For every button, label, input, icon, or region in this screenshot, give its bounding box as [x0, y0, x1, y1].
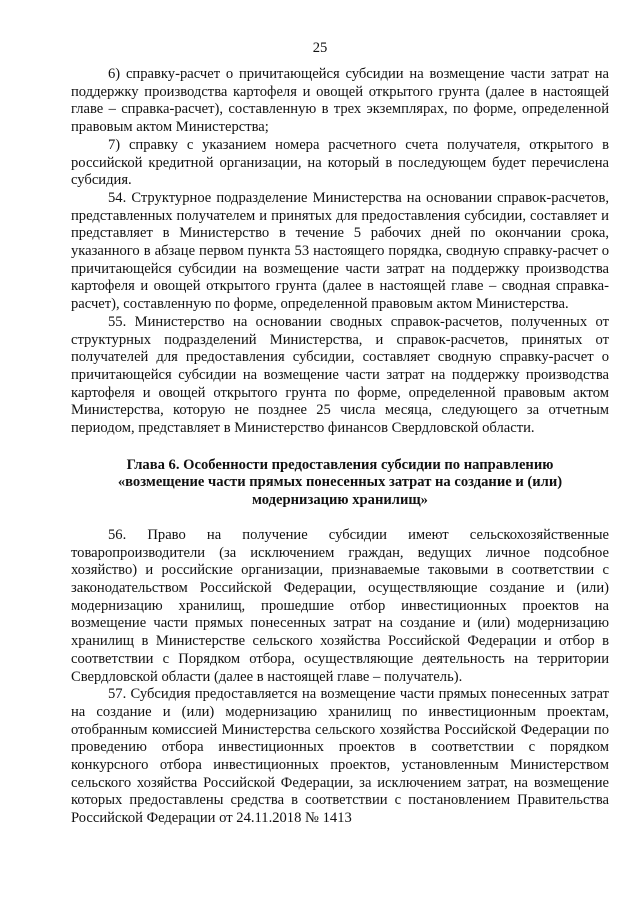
chapter-heading [71, 457, 609, 510]
paragraph-56: 56. Право на получение субсидии имеют сельскохозяйственные товаропроизводители (за исключением граждан, ведущих личное подсобное хозяйство) и российские организации, признаваемые таковыми в соответствии с законодательством Российской Федерации, осуществляющие создание и (или) модернизацию хранилищ, прошедшие отбор инвестиционных проектов на возмещение части прямых понесенных затрат на создание и (или) модернизацию хранилищ в Министерстве сельского хозяйства Российской Федерации и отбор в соответствии с Порядком отбора, осуществляющие деятельность на территории Свердловской области (далее в настоящей главе – получатель). [71, 526, 609, 685]
paragraph-item-6: 6) справку-расчет о причитающейся субсидии на возмещение части затрат на поддержку производства картофеля и овощей открытого грунта (далее в настоящей главе – справка-расчет), составленную в трех экземплярах, по форме, определенной правовым актом Министерства; [71, 66, 609, 136]
page-number: 25 [312, 40, 328, 56]
spacer [71, 438, 609, 457]
chapter-heading-line-3: модернизацию хранилищ» [252, 492, 428, 509]
paragraph-57: 57. Субсидия предоставляется на возмещение части прямых понесенных затрат на создание и (или) модернизацию хранилищ по инвестиционным проектам, отобранным комиссией Министерства сельского хозяйства Российской Федерации по проведению отбора инвестиционных проектов в соответствии с порядком конкурсного отбора инвестиционных проектов, установленным Министерством сельского хозяйства Российской Федерации, за исключением затрат, на возмещение которых предоставлены средства в соответствии с постановлением Правительства Российской Федерации от 24.11.2018 № 1413 [71, 686, 609, 827]
paragraph-item-7: 7) справку с указанием номера расчетного счета получателя, открытого в российской кредитной организации, на который в последующем будет перечислена субсидия. [71, 136, 609, 189]
paragraph-54: 54. Структурное подразделение Министерства на основании справок-расчетов, представленных получателем и принятых для предоставления субсидии, составляет и представляет в Министерство в течение 5 рабочих дней по окончании срока, указанного в абзаце первом пункта 53 настоящего порядка, сводную справку-расчет о причитающейся субсидии на возмещение части затрат на поддержку производства картофеля и овощей открытого грунта (далее в настоящей главе – сводная справка-расчет), составленную по форме, определенной правовым актом Министерства. [71, 189, 609, 313]
chapter-heading-line-1: Глава 6. Особенности предоставления субсидии по направлению [126, 456, 554, 473]
chapter-heading-line-2: «возмещение части прямых понесенных затрат на создание и (или) [117, 474, 563, 491]
document-body [71, 66, 609, 828]
spacer [71, 510, 609, 527]
paragraph-55: 55. Министерство на основании сводных справок-расчетов, полученных от структурных подразделений Министерства, и справок-расчетов, принятых от получателей для предоставления субсидии, составляет сводную справку-расчет о причитающейся субсидии на возмещение части затрат на поддержку производства картофеля и овощей открытого грунта по форме, определенной правовым актом Министерства, которую не позднее 25 числа месяца, следующего за отчетным периодом, представляет в Министерство финансов Свердловской области. [71, 313, 609, 437]
